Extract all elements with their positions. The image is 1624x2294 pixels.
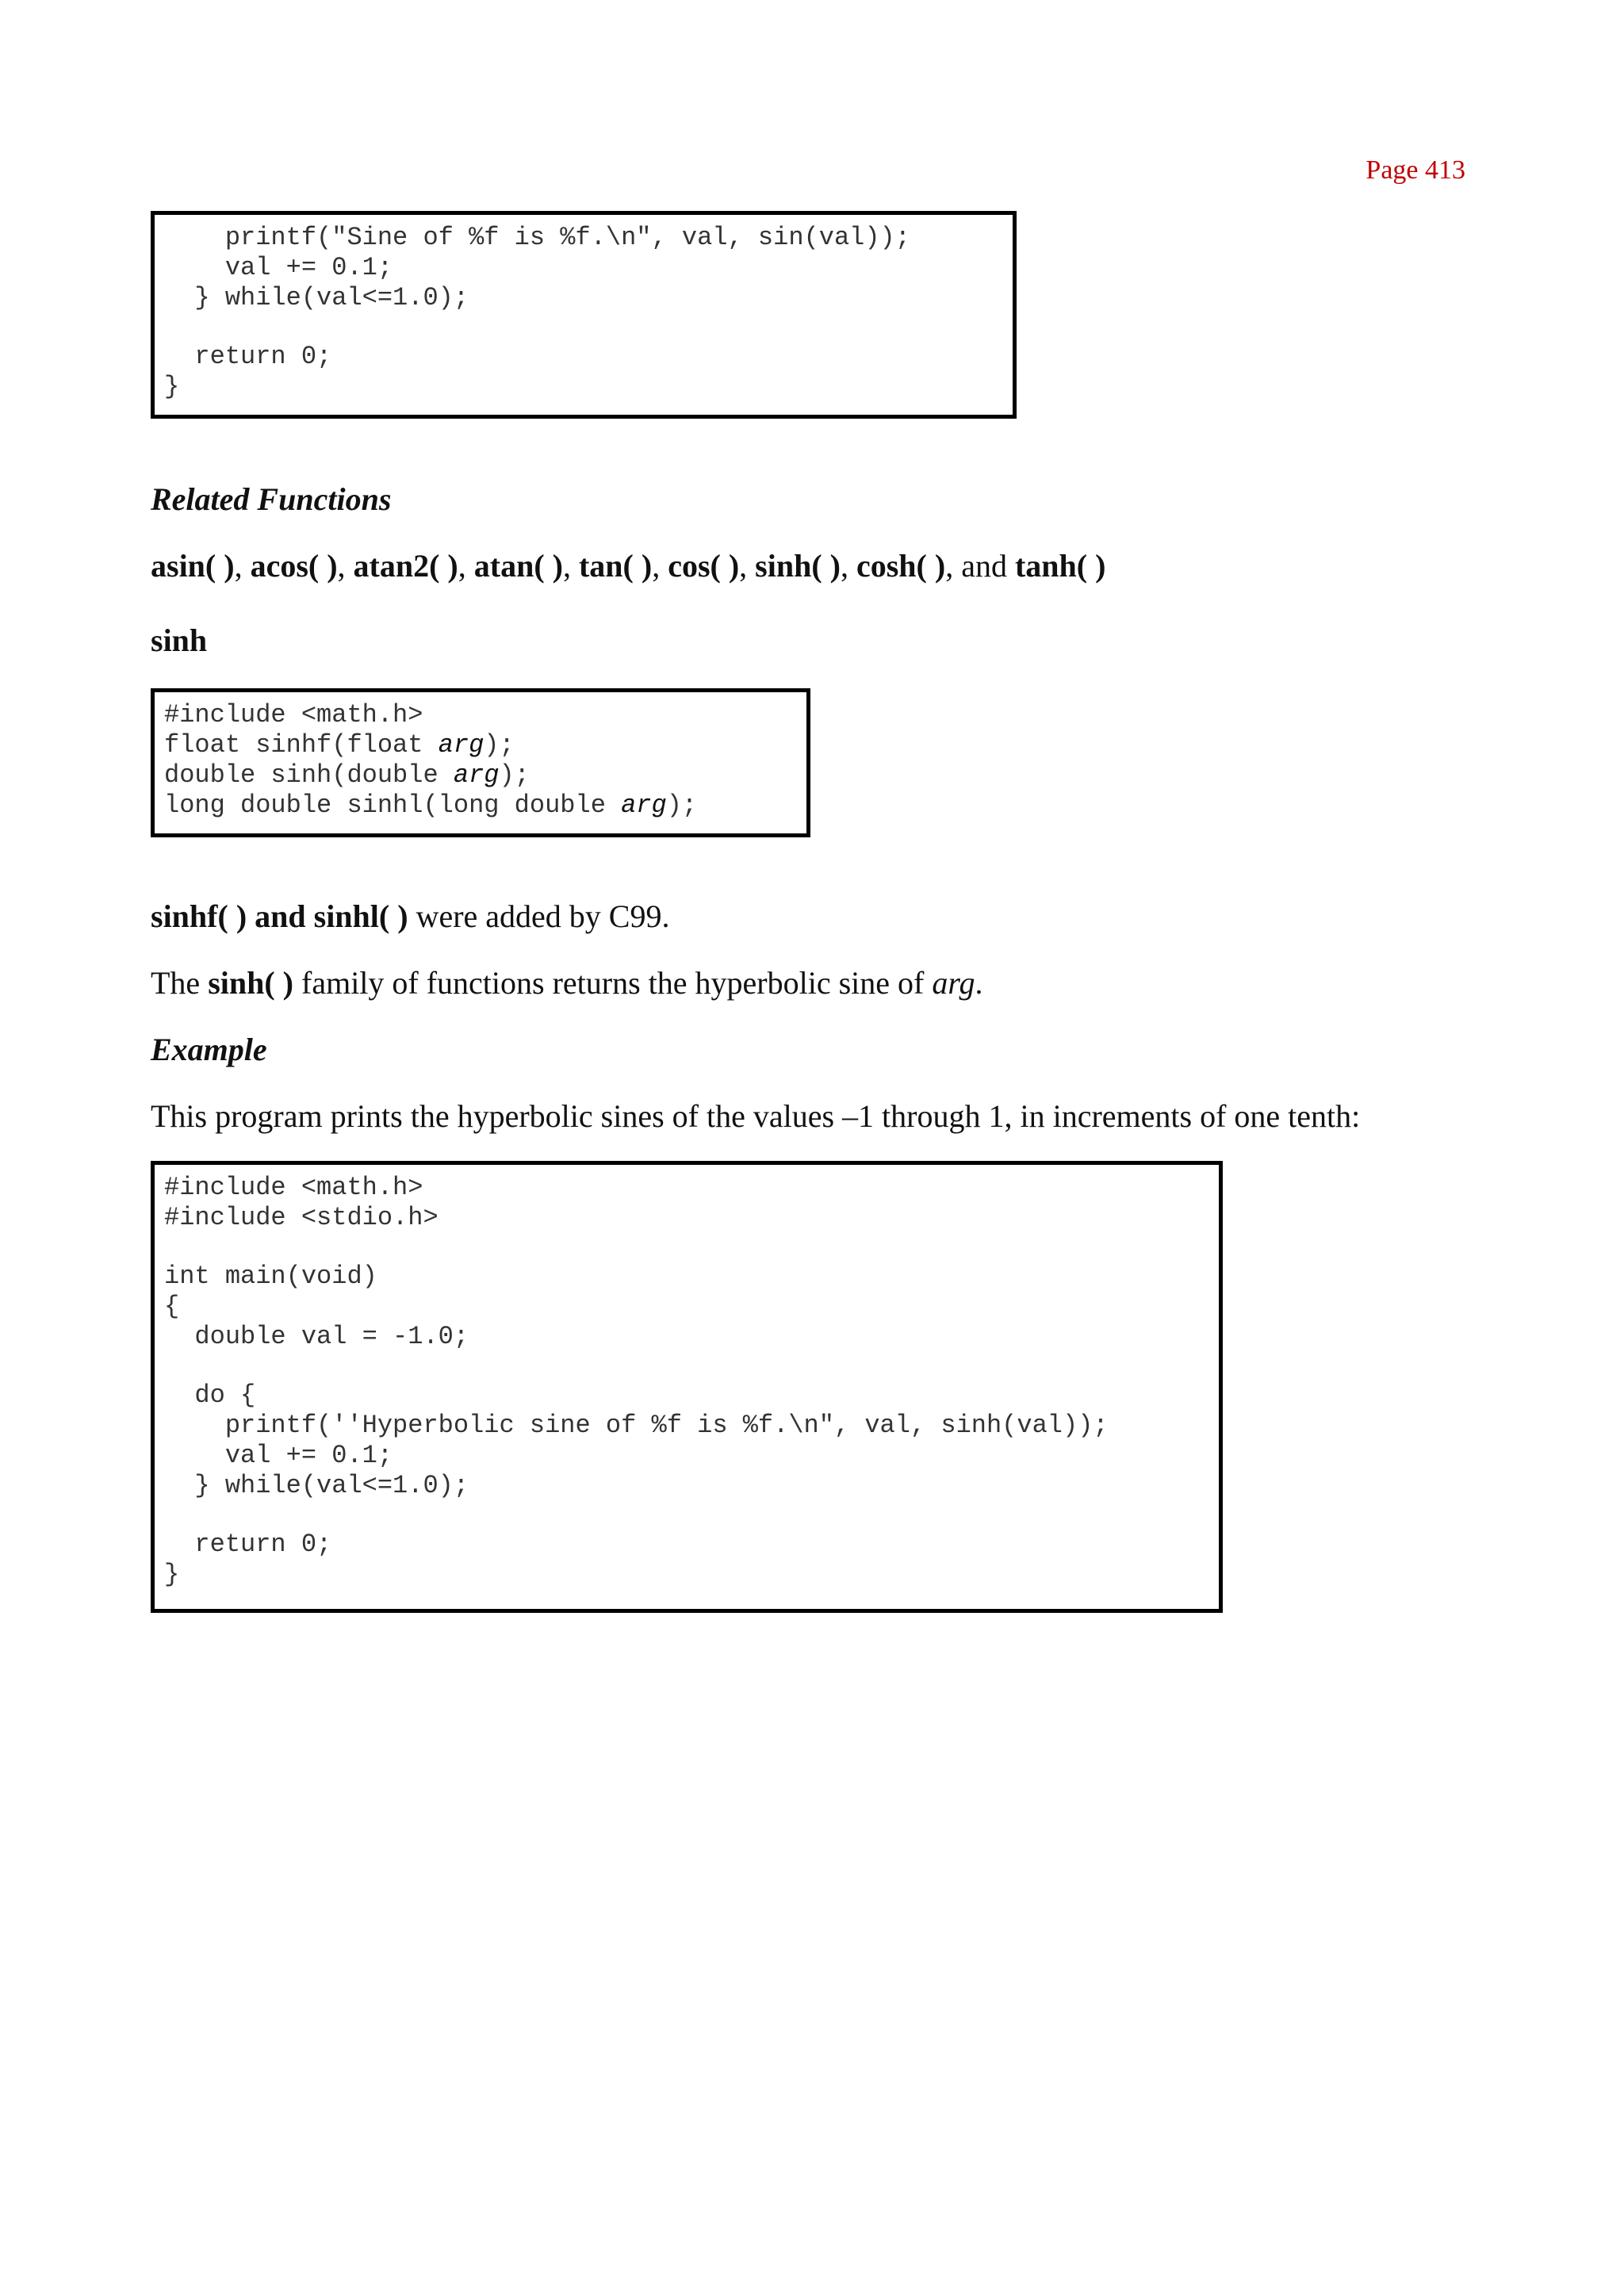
code-line: return 0; — [164, 342, 332, 371]
function-name: sinh( ) — [755, 548, 841, 584]
code-line: printf(''Hyperbolic sine of %f is %f.\n", val, sinh(val)); — [164, 1411, 1109, 1440]
code-line — [164, 791, 806, 821]
related-functions-heading: Related Functions — [151, 481, 392, 517]
code-line: #include <stdio.h> — [164, 1203, 439, 1232]
c99-note — [151, 898, 669, 935]
code-line: int main(void) — [164, 1262, 377, 1291]
code-line: do { — [164, 1381, 256, 1410]
code-line: printf("Sine of %f is %f.\n", val, sin(val)); — [164, 223, 910, 252]
code-blank-line — [164, 1233, 1219, 1262]
description — [151, 964, 982, 1001]
code-text: double sinh(double — [164, 760, 454, 790]
separator: , — [234, 548, 251, 584]
code-text: float sinhf(float — [164, 730, 439, 760]
desc-text: . — [975, 965, 983, 1001]
separator: , — [562, 548, 579, 584]
separator: , — [840, 548, 856, 584]
function-name: acos( ) — [250, 548, 338, 584]
code-line: #include <math.h> — [164, 1173, 423, 1202]
code-line: return 0; — [164, 1530, 332, 1559]
code-blank-line — [164, 1501, 1219, 1530]
arg-param: arg — [453, 760, 500, 790]
c99-functions: sinhf( ) and sinhl( ) — [151, 898, 408, 934]
code-block-continuation — [151, 211, 1017, 419]
code-text: ); — [484, 730, 515, 760]
code-line: val += 0.1; — [164, 253, 393, 282]
arg-param: arg — [621, 791, 667, 820]
code-line: #include <math.h> — [164, 700, 423, 730]
desc-text: The — [151, 965, 209, 1001]
code-text: long double sinhl(long double — [164, 791, 622, 820]
function-name: tanh( ) — [1014, 548, 1106, 584]
code-line — [164, 730, 806, 760]
function-name: atan( ) — [473, 548, 563, 584]
page-number: Page 413 — [1365, 155, 1465, 185]
function-name: cosh( ) — [856, 548, 946, 584]
prototype-listing — [164, 700, 806, 821]
code-blank-line — [164, 313, 1013, 342]
section-title-sinh: sinh — [151, 622, 208, 658]
desc-text: family of functions returns the hyperbolic sine of — [293, 965, 933, 1001]
code-text: ); — [666, 791, 698, 820]
example-code-listing — [164, 1173, 1219, 1590]
example-code-block — [151, 1161, 1223, 1613]
code-line: } — [164, 372, 180, 401]
c99-text: were added by C99. — [408, 898, 670, 934]
separator: , — [652, 548, 668, 584]
function-name: atan2( ) — [353, 548, 458, 584]
separator: , — [458, 548, 474, 584]
separator: , and — [945, 548, 1015, 584]
code-blank-line — [164, 1352, 1219, 1381]
code-listing — [164, 223, 1013, 402]
desc-arg: arg — [932, 965, 975, 1001]
separator: , — [337, 548, 354, 584]
example-heading: Example — [151, 1032, 267, 1067]
code-line: } — [164, 1560, 180, 1589]
example-description: This program prints the hyperbolic sines of the values –1 through 1, in increments of one tenth: — [151, 1098, 1361, 1134]
separator: , — [739, 548, 756, 584]
code-line: double val = -1.0; — [164, 1322, 469, 1351]
arg-param: arg — [438, 730, 485, 760]
code-line: val += 0.1; — [164, 1441, 393, 1470]
code-line: } while(val<=1.0); — [164, 1471, 469, 1500]
function-name: cos( ) — [668, 548, 740, 584]
code-line: } while(val<=1.0); — [164, 283, 469, 312]
desc-function: sinh( ) — [208, 965, 293, 1001]
prototype-box — [151, 688, 810, 837]
code-text: ); — [499, 760, 530, 790]
function-name: tan( ) — [578, 548, 653, 584]
function-name: asin( ) — [151, 548, 235, 584]
code-line: { — [164, 1292, 180, 1321]
related-functions-list — [151, 547, 1105, 584]
code-line — [164, 760, 806, 791]
